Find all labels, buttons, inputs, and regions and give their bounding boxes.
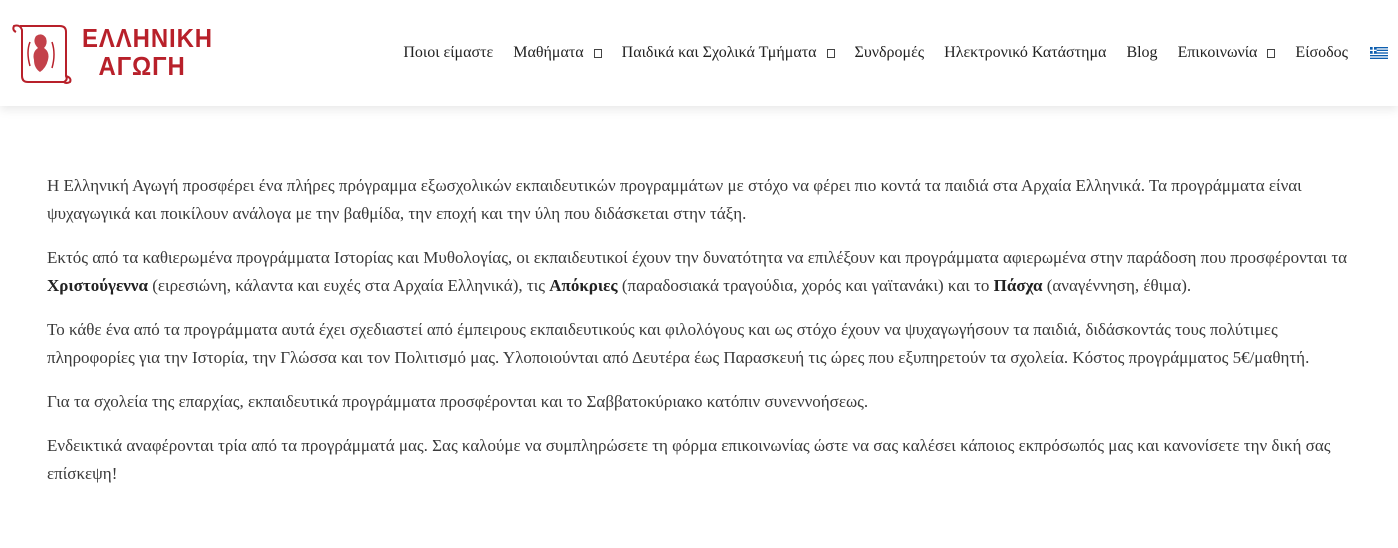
christmas-highlight: Χριστούγεννα <box>47 276 148 295</box>
nav-shop[interactable] <box>934 44 1116 62</box>
nav-kids-label: Παιδικά και Σχολικά Τμήματα <box>621 44 817 61</box>
text-span: (παραδοσιακά τραγούδια, χορός και γαϊτανάκι) και το <box>617 276 994 295</box>
brand-wordmark <box>82 24 213 80</box>
nav-about[interactable] <box>393 44 503 62</box>
nav-contact-label: Επικοινωνία <box>1177 44 1258 61</box>
main-nav <box>393 0 1398 106</box>
nav-contact[interactable] <box>1168 44 1286 62</box>
nav-courses[interactable] <box>503 44 611 62</box>
site-logo[interactable] <box>8 22 213 86</box>
intro-paragraph: Η Ελληνική Αγωγή προσφέρει ένα πλήρες πρόγραμμα εξωσχολικών εκπαιδευτικών προγραμμάτων με στόχο να φέρει πιο κοντά τα παιδιά στα Αρχαία Ελληνικά. Τα προγράμματα είναι ψυχαγωγικά και ποικίλουν ανάλογα με την βαθμίδα, την εποχή και την ύλη που διδάσκεται στην τάξη. <box>47 176 1302 223</box>
brand-line-2: ΑΓΩΓΗ <box>98 51 186 81</box>
programs-design-paragraph: Το κάθε ένα από τα προγράμματα αυτά έχει σχεδιαστεί από έμπειρους εκπαιδευτικούς και φιλολόγους και ως στόχο έχουν να ψυχαγωγήσουν τα παιδιά, διδάσκοντάς τους πολύτιμες πληροφορίες για την Ιστορία, την Γλώσσα και τον Πολιτισμό μας. Υλοποιούνται από Δευτέρα έως Παρασκευή τις ώρες που εξυπηρετούν τα σχολεία. Κόστος προγράμματος 5€/μαθητή. <box>47 320 1310 367</box>
nav-subscriptions[interactable] <box>845 44 935 62</box>
nav-login[interactable] <box>1285 44 1358 62</box>
scroll-emblem-icon <box>8 22 78 86</box>
nav-courses-label: Μαθήματα <box>513 44 584 61</box>
carnival-highlight: Απόκριες <box>549 276 618 295</box>
province-schools-paragraph: Για τα σχολεία της επαρχίας, εκπαιδευτικά προγράμματα προσφέρονται και το Σαββατοκύριακο κατόπιν συνεννοήσεως. <box>47 392 869 411</box>
main-content <box>47 172 1367 504</box>
site-header <box>0 0 1398 106</box>
text-span: (αναγέννηση, έθιμα). <box>1042 276 1192 295</box>
nav-shop-label: Ηλεκτρονικό Κατάστημα <box>944 44 1107 61</box>
nav-about-label: Ποιοι είμαστε <box>403 44 494 61</box>
dropdown-caret-icon <box>1267 49 1275 58</box>
text-span: (ειρεσιώνη, κάλαντα και ευχές στα Αρχαία Ελληνικά), τις <box>147 276 550 295</box>
dropdown-caret-icon <box>827 49 835 58</box>
greek-flag-icon <box>1370 47 1388 59</box>
nav-blog[interactable] <box>1116 44 1167 62</box>
dropdown-caret-icon <box>594 49 602 58</box>
easter-highlight: Πάσχα <box>993 276 1043 295</box>
nav-blog-label: Blog <box>1126 44 1158 61</box>
seasonal-programs-paragraph <box>47 244 1367 300</box>
nav-subscriptions-label: Συνδρομές <box>854 44 925 61</box>
text-span: Εκτός από τα καθιερωμένα προγράμματα Ιστορίας και Μυθολογίας, οι εκπαιδευτικοί έχουν την δυνατότητα να επιλέξουν και προγράμματα αφιερωμένα στην παράδοση που προσφέρονται τα <box>47 248 1348 267</box>
brand-line-1: ΕΛΛΗΝΙΚΗ <box>82 23 213 53</box>
nav-login-label: Είσοδος <box>1295 44 1348 61</box>
contact-invite-paragraph: Ενδεικτικά αναφέρονται τρία από τα προγράμματά μας. Σας καλούμε να συμπληρώσετε τη φόρμα επικοινωνίας ώστε να σας καλέσει κάποιος εκπρόσωπός μας και κανονίσετε την δική σας επίσκεψη! <box>47 436 1331 483</box>
language-switcher[interactable] <box>1358 47 1398 59</box>
nav-kids[interactable] <box>612 44 845 62</box>
